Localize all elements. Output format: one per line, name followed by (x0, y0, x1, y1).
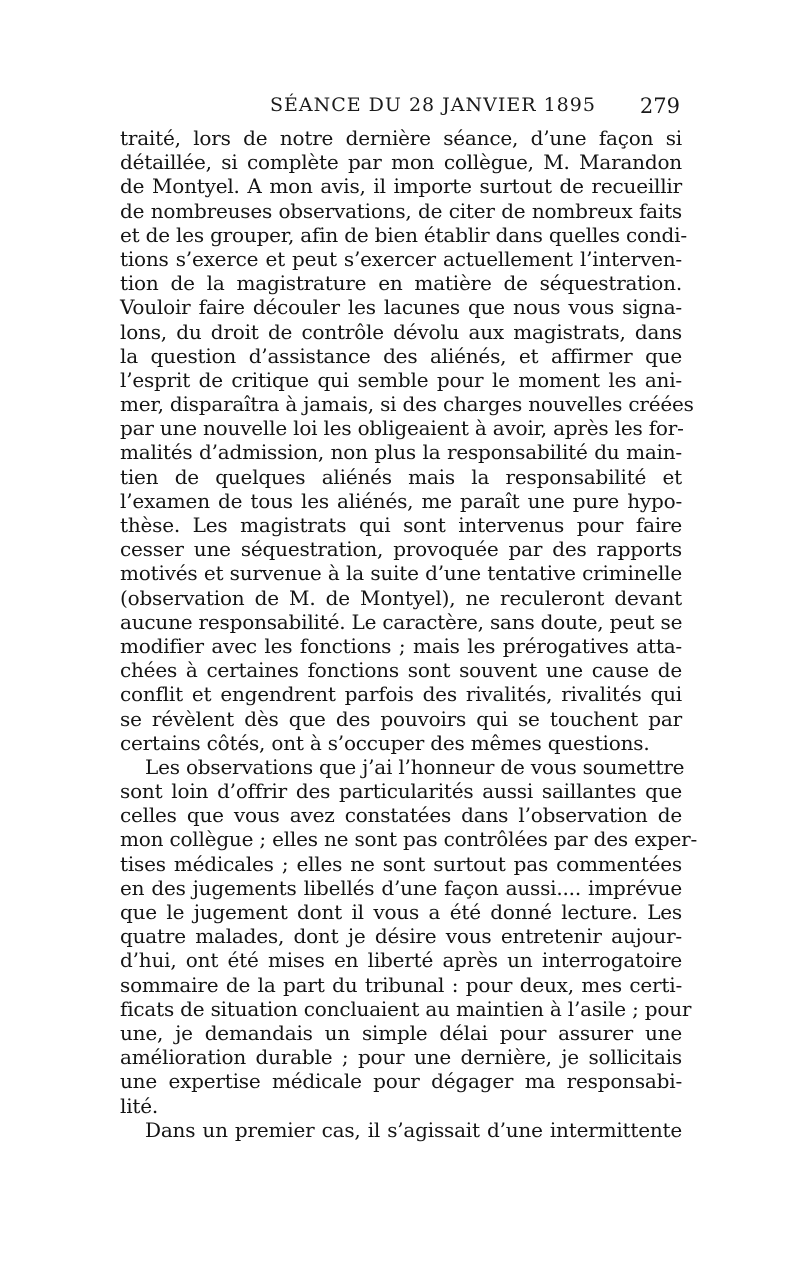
text-line: lité. (120, 1093, 159, 1118)
text-line: certains côtés, ont à s’occuper des mêmes questions. (120, 730, 650, 755)
text-line: de nombreuses observations, de citer de nombreux faits (120, 198, 682, 223)
text-line: une expertise médicale pour dégager ma responsabi- (120, 1069, 682, 1094)
running-title: SÉANCE DU 28 JANVIER 1895 (270, 94, 596, 116)
text-line: Les observations que j’ai l’honneur de vous soumettre (145, 754, 685, 779)
text-line: amélioration durable ; pour une dernière, je sollicitais (120, 1045, 682, 1070)
text-line: en des jugements libellés d’une façon aussi.... imprévue (120, 875, 682, 900)
text-line: sommaire de la part du tribunal : pour deux, mes certi- (120, 972, 682, 997)
text-line: modifier avec les fonctions ; mais les prérogatives atta- (120, 633, 682, 658)
text-line: mer, disparaîtra à jamais, si des charges nouvelles créées (120, 392, 694, 417)
text-line: que le jugement dont il vous a été donné lecture. Les (120, 900, 682, 924)
text-line: une, je demandais un simple délai pour assurer une (120, 1020, 682, 1045)
text-line: tion de la magistrature en matière de séquestration. (120, 271, 682, 296)
text-line: malités d’admission, non plus la responsabilité du main- (120, 440, 682, 465)
text-line: Dans un premier cas, il s’agissait d’une intermittente (145, 1117, 682, 1142)
text-line: motivés et survenue à la suite d’une tentative criminelle (120, 561, 682, 586)
text-line: par une nouvelle loi les obligeaient à avoir, après les for- (120, 416, 684, 441)
text-line: la question d’assistance des aliénés, et affirmer que (120, 343, 682, 368)
text-line: l’examen de tous les aliénés, me paraît une pure hypo- (120, 488, 682, 513)
text-line: détaillée, si complète par mon collègue, M. Marandon (120, 150, 682, 175)
text-line: se révèlent dès que des pouvoirs qui se touchent par (120, 706, 682, 731)
running-head (120, 94, 680, 122)
text-line: aucune responsabilité. Le caractère, sans doute, peut se (120, 609, 683, 634)
body-text (120, 126, 698, 1142)
text-line: l’esprit de critique qui semble pour le moment les ani- (120, 367, 682, 392)
text-line: d’hui, ont été mises en liberté après un interrogatoire (120, 948, 682, 973)
text-line: et de les grouper, afin de bien établir dans quelles condi- (120, 222, 687, 247)
text-line: chées à certaines fonctions sont souvent une cause de (120, 658, 682, 683)
text-line: tien de quelques aliénés mais la responsabilité et (120, 464, 682, 489)
text-line: conflit et engendrent parfois des rivalités, rivalités qui (120, 682, 682, 707)
text-line: lons, du droit de contrôle dévolu aux magistrats, dans (120, 319, 682, 344)
text-line: de Montyel. A mon avis, il importe surtout de recueillir (120, 174, 682, 199)
text-line: sont loin d’offrir des particularités aussi saillantes que (120, 779, 682, 804)
text-line: quatre malades, dont je désire vous entretenir aujour- (120, 924, 682, 949)
text-line: cesser une séquestration, provoquée par des rapports (120, 537, 682, 562)
text-line: tises médicales ; elles ne sont surtout pas commentées (120, 851, 682, 876)
text-line: (observation de M. de Montyel), ne reculeront devant (120, 585, 682, 610)
text-line: thèse. Les magistrats qui sont intervenus pour faire (120, 513, 682, 537)
text-line: traité, lors de notre dernière séance, d’une façon si (120, 126, 682, 150)
text-line: tions s’exerce et peut s’exercer actuellement l’interven- (120, 246, 682, 271)
text-line: celles que vous avez constatées dans l’observation de (120, 803, 682, 828)
text-line: Vouloir faire découler les lacunes que nous vous signa- (120, 295, 682, 320)
text-line: mon collègue ; elles ne sont pas contrôlées par des exper- (120, 827, 698, 852)
text-line: ficats de situation concluaient au maintien à l’asile ; pour (120, 996, 692, 1021)
page-number: 279 (639, 94, 680, 118)
